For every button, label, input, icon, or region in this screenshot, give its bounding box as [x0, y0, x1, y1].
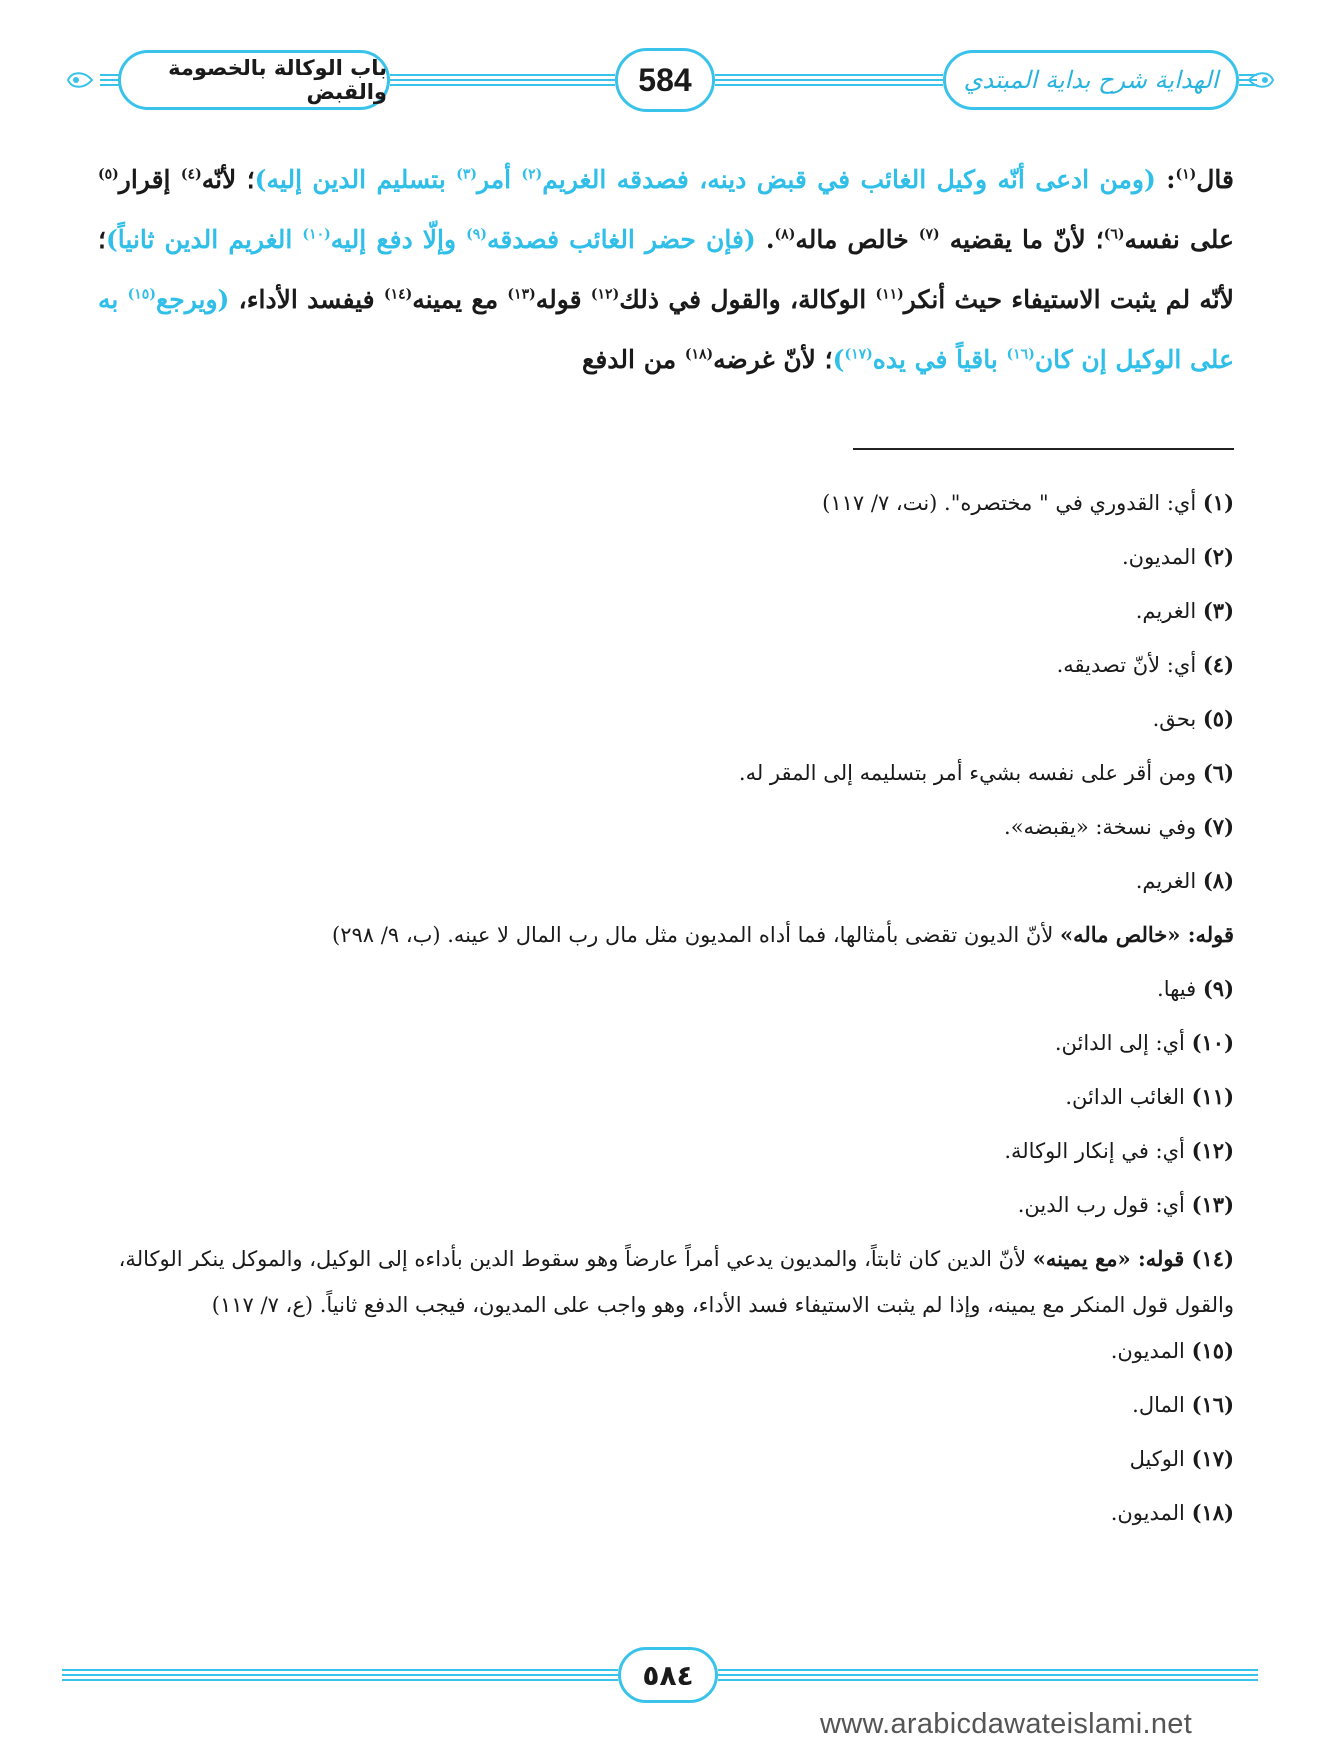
- footnote-number: (٤): [1202, 652, 1234, 677]
- footnote-item: [98, 912, 1234, 966]
- footnote-text: ومن أقر على نفسه بشيء أمر بتسليمه إلى المقر له.: [738, 761, 1203, 785]
- footnote-marker: (١٣): [507, 286, 536, 303]
- footnote-marker: (٤): [180, 166, 202, 183]
- matn-highlight-segment: أمر: [476, 165, 522, 194]
- footnote-item: [98, 480, 1234, 534]
- footnote-item: [98, 1182, 1234, 1236]
- footnote-marker: (٢): [521, 166, 543, 183]
- footnote-number: قوله: «خالص ماله»: [1060, 922, 1234, 947]
- main-text-segment: ؛ لأنّ ما يقضيه: [939, 225, 1104, 254]
- main-text-segment: خالص ماله: [795, 225, 919, 254]
- footnote-text: الغريم.: [1135, 599, 1203, 623]
- chapter-title: باب الوكالة بالخصومة والقبض: [118, 50, 390, 110]
- footnote-number: (٢): [1202, 544, 1234, 569]
- footnote-item: [98, 1020, 1234, 1074]
- footnote-number: (٥): [1202, 706, 1234, 731]
- header-rule-mid-right: [715, 72, 943, 88]
- main-text: [98, 150, 1234, 390]
- footer-rule-right: [718, 1667, 1258, 1683]
- footnote-number: (١٣): [1191, 1192, 1234, 1217]
- footnote-text: وفي نسخة: «يقبضه».: [1004, 815, 1203, 839]
- footnote-marker: (١٠): [302, 226, 331, 243]
- footnote-number: (١٨): [1191, 1500, 1234, 1525]
- matn-highlight-segment: به على الوكيل إن كان: [98, 285, 1234, 374]
- footnote-number: (١٠): [1191, 1030, 1234, 1055]
- footnote-text: الوكيل: [1129, 1447, 1192, 1471]
- footnote-text: فيها.: [1157, 977, 1203, 1001]
- footnote-marker: (٧): [918, 226, 940, 243]
- footnote-text: المديون.: [1110, 1501, 1192, 1525]
- footnote-number: (١٢): [1191, 1138, 1234, 1163]
- footnote-text: المال.: [1132, 1393, 1192, 1417]
- footnote-text: أي: لأنّ تصديقه.: [1056, 653, 1203, 677]
- footer-page-number: ٥٨٤: [618, 1647, 718, 1703]
- footnote-number: (٣): [1202, 598, 1234, 623]
- footnote-item: [98, 750, 1234, 804]
- footnote-item: [98, 1490, 1234, 1544]
- footnote-text: الغائب الدائن.: [1065, 1085, 1192, 1109]
- footnote-text: المديون.: [1121, 545, 1203, 569]
- footnote-item: [98, 588, 1234, 642]
- footer-rule-left: [62, 1667, 618, 1683]
- footnote-text: المديون.: [1110, 1339, 1192, 1363]
- footnote-text: الغريم.: [1135, 869, 1203, 893]
- matn-highlight-segment: بتسليم الدين إليه): [254, 165, 457, 194]
- website-url: www.arabicdawateislami.net: [820, 1708, 1193, 1740]
- matn-highlight-segment: وإلّا دفع إليه: [330, 225, 467, 254]
- matn-highlight-segment: (ويرجع: [155, 285, 230, 314]
- footnote-item: [98, 966, 1234, 1020]
- footnote-marker: (٨): [774, 226, 796, 243]
- main-text-segment: على نفسه: [1124, 225, 1234, 254]
- footnote-item: [98, 1436, 1234, 1490]
- footnote-number: (٨): [1202, 868, 1234, 893]
- footnote-number: (٧): [1202, 814, 1234, 839]
- footnote-number: (١٥): [1191, 1338, 1234, 1363]
- footnote-marker: (٣): [456, 166, 477, 183]
- matn-highlight-segment: الغريم الدين ثانياً): [105, 225, 303, 254]
- main-text-segment: من الدفع: [582, 345, 685, 374]
- footnote-marker: (١٢): [590, 286, 620, 303]
- footnote-item: [98, 642, 1234, 696]
- main-text-segment: الوكالة، والقول في ذلك: [619, 285, 876, 314]
- book-title: الهداية شرح بداية المبتدي: [943, 50, 1239, 110]
- main-text-segment: ؛ لأنّ غرضه: [713, 345, 833, 374]
- footnote-item: [98, 804, 1234, 858]
- footnotes: [98, 480, 1234, 1544]
- main-text-segment: لأنّه: [201, 165, 237, 194]
- footnote-marker: (٦): [1103, 226, 1125, 243]
- footnote-item: [98, 1328, 1234, 1382]
- footnote-text: لأنّ الديون تقضى بأمثالها، فما أداه المديون مثل مال رب المال لا عينه. (ب، ٩/ ٢٩٨): [332, 923, 1061, 947]
- footnote-item: [98, 1074, 1234, 1128]
- footnote-text: أي: قول رب الدين.: [1017, 1193, 1192, 1217]
- footnote-item: [98, 1128, 1234, 1182]
- footnote-number: (١): [1202, 490, 1234, 515]
- page-number: 584: [615, 48, 715, 112]
- footnote-marker: (١١): [875, 286, 904, 303]
- main-text-segment: فيفسد الأداء،: [229, 285, 384, 314]
- footnote-item: [98, 534, 1234, 588]
- footnote-number: (١٦): [1191, 1392, 1234, 1417]
- main-text-segment: :: [1155, 165, 1176, 194]
- footnote-number: (١٧): [1191, 1446, 1234, 1471]
- footnote-item: [98, 696, 1234, 750]
- header-rule-mid-left: [390, 72, 615, 88]
- footnote-marker: (١٨): [684, 346, 714, 363]
- footnote-text: أي: في إنكار الوكالة.: [1004, 1139, 1192, 1163]
- ornament-right-icon: [1247, 69, 1277, 91]
- footnote-item: [98, 858, 1234, 912]
- footnote-marker: (١): [1175, 166, 1197, 183]
- matn-highlight-segment: باقياً في يده: [872, 345, 1007, 374]
- main-text-segment: .: [755, 225, 775, 254]
- main-text-segment: قال: [1196, 165, 1234, 194]
- footnote-number: (١٤) قوله: «مع يمينه»: [1032, 1246, 1234, 1271]
- header-rule-left: [100, 72, 120, 88]
- footnote-marker: (١٦): [1006, 346, 1035, 363]
- footnote-marker: (٩): [466, 226, 487, 243]
- footnote-marker: (١٧): [844, 346, 873, 363]
- main-text-segment: ؛ لأنّه لم يثبت الاستيفاء حيث أنكر: [98, 225, 1234, 314]
- main-text-segment: إقرار: [118, 165, 181, 194]
- footnote-text: أي: إلى الدائن.: [1054, 1031, 1192, 1055]
- footnote-item: [98, 1382, 1234, 1436]
- matn-highlight-segment: (فإن حضر الغائب فصدقه: [486, 225, 756, 254]
- footnote-text: بحق.: [1152, 707, 1203, 731]
- main-text-segment: ؛: [236, 165, 255, 194]
- footnote-text: أي: القدوري في " مختصره". (نت، ٧/ ١١٧): [822, 491, 1203, 515]
- footnote-text: لأنّ الدين كان ثابتاً، والمديون يدعي أمراً عارضاً وهو سقوط الدين بأداءه إلى الوكيل، والموكل ينكر الوكالة، والقول قول المنكر مع يمينه، وإذا لم يثبت الاستيفاء فسد الأداء، وهو واجب على المديون، فيجب الدفع ثانياً. (ع، ٧/ ١١٧): [118, 1247, 1234, 1317]
- ornament-left-icon: [64, 69, 94, 91]
- footnote-marker: (٥): [98, 166, 119, 183]
- footnote-number: (١١): [1191, 1084, 1234, 1109]
- main-text-segment: مع يمينه: [412, 285, 508, 314]
- matn-highlight-segment: (ومن ادعى أنّه وكيل الغائب في قبض دينه، فصدقه الغريم: [542, 165, 1156, 194]
- footnote-marker: (١٥): [127, 286, 156, 303]
- footnote-divider: [853, 448, 1234, 450]
- main-text-segment: قوله: [535, 285, 591, 314]
- matn-highlight-segment: ): [832, 345, 845, 374]
- footnote-number: (٩): [1202, 976, 1234, 1001]
- footnote-number: (٦): [1202, 760, 1234, 785]
- footnote-marker: (١٤): [383, 286, 413, 303]
- footnote-item: [98, 1236, 1234, 1328]
